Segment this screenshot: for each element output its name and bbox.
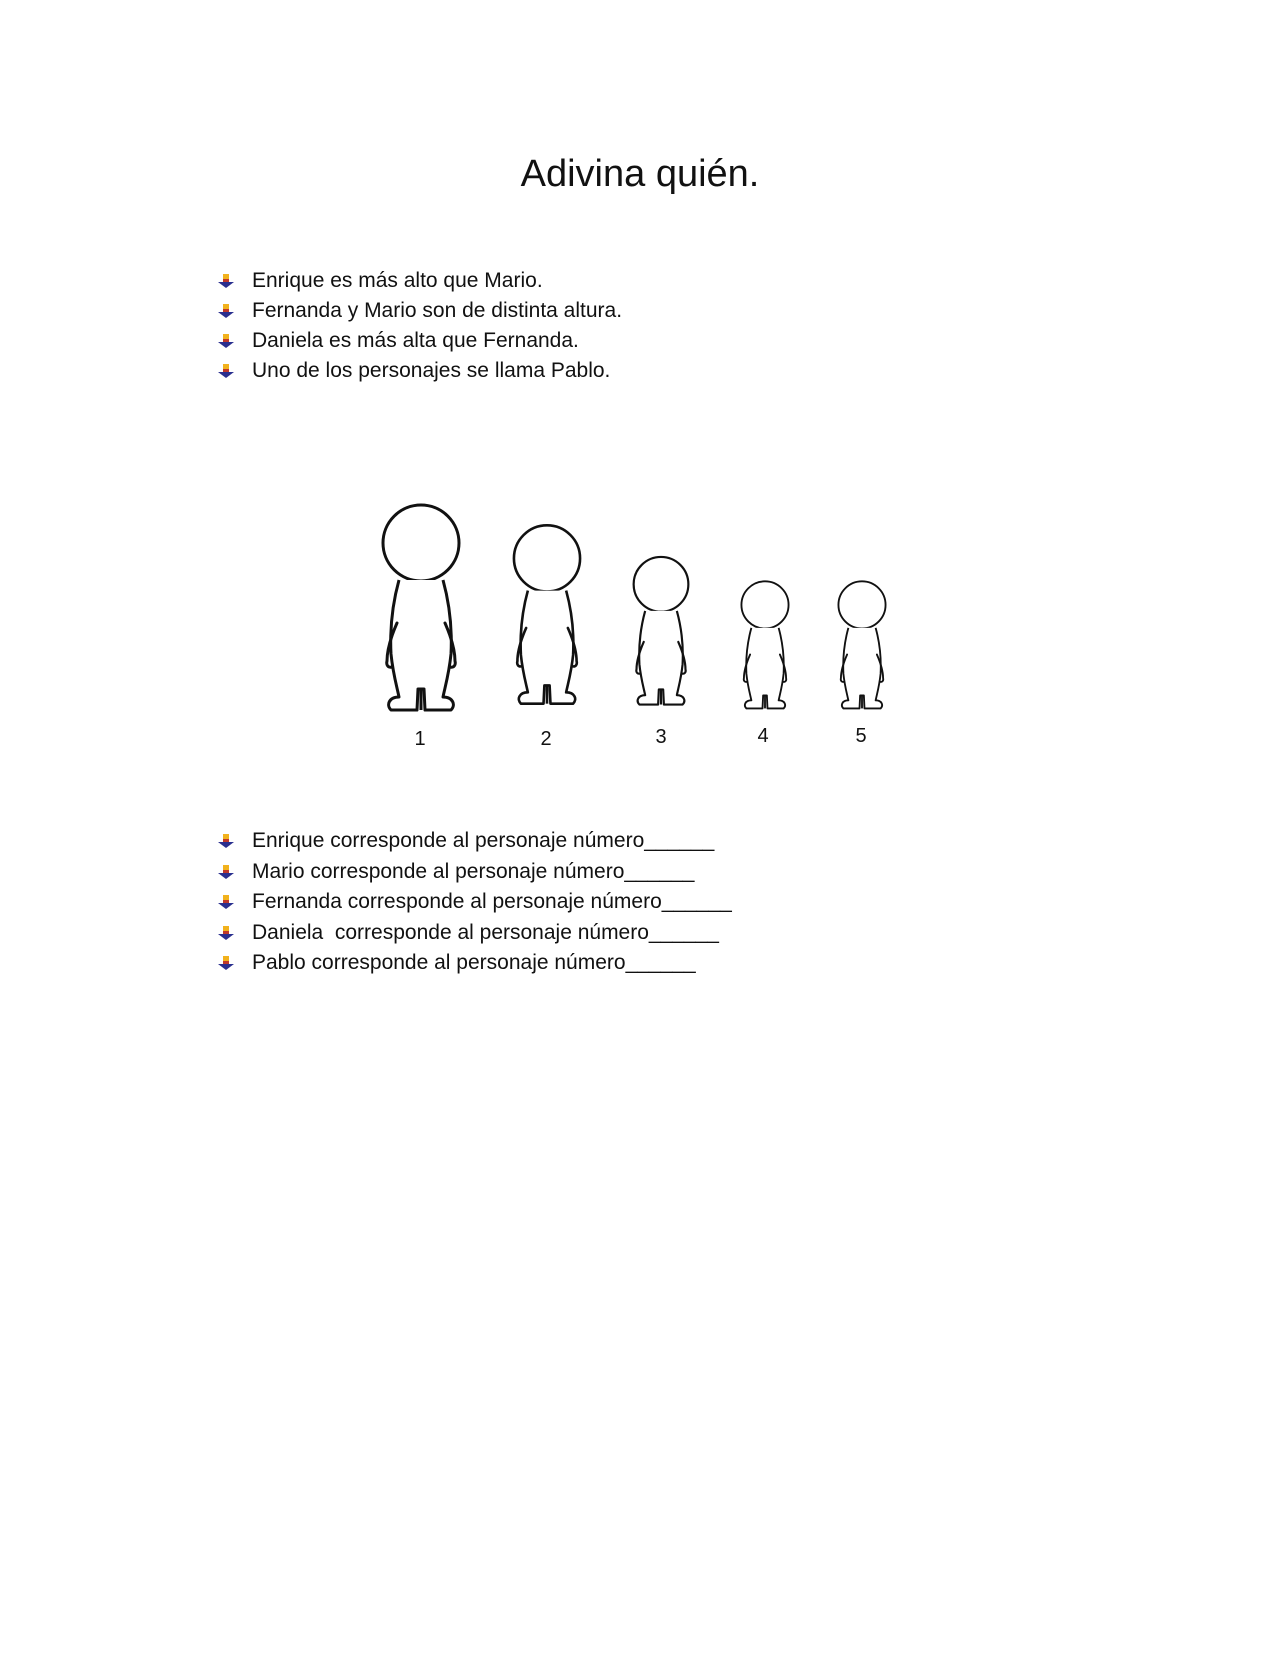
arrow-down-bullet-icon [218, 364, 234, 378]
arrow-down-bullet-icon [218, 274, 234, 288]
arrow-down-bullet-icon [218, 956, 234, 970]
list-item [218, 857, 695, 888]
figure-label: 4 [757, 725, 769, 747]
list-item [218, 356, 611, 386]
figure-3 [634, 557, 689, 705]
arrow-down-bullet-icon [218, 865, 234, 879]
figure-label: 2 [540, 728, 552, 750]
answer-text: Mario corresponde al personaje número______ [252, 859, 695, 883]
figure-label: 1 [414, 728, 426, 750]
figure-5 [838, 581, 885, 708]
arrow-down-bullet-icon [218, 334, 234, 348]
figure-label: 5 [855, 725, 867, 747]
answer-text: Enrique corresponde al personaje número______ [252, 829, 715, 852]
list-item [218, 887, 732, 918]
answer-list [218, 826, 732, 979]
arrow-down-bullet-icon [218, 304, 234, 318]
clue-text: Enrique es más alto que Mario. [252, 269, 543, 292]
answer-text: Pablo corresponde al personaje número______ [252, 951, 696, 974]
figure-2 [514, 525, 580, 703]
arrow-down-bullet-icon [218, 834, 234, 848]
list-item [218, 326, 579, 356]
clue-list [218, 266, 623, 386]
figure-1 [383, 505, 459, 710]
list-item [218, 296, 623, 326]
figure-label: 3 [655, 726, 667, 748]
clue-text: Daniela es más alta que Fernanda. [252, 329, 579, 352]
page-title: Adivina quién. [520, 153, 760, 195]
figure-4 [741, 581, 788, 708]
arrow-down-bullet-icon [218, 926, 234, 940]
list-item [218, 918, 719, 949]
list-item [218, 826, 715, 857]
clue-text: Uno de los personajes se llama Pablo. [252, 359, 611, 382]
clue-text: Fernanda y Mario son de distinta altura. [252, 299, 623, 322]
list-item [218, 266, 543, 296]
arrow-down-bullet-icon [218, 895, 234, 909]
answer-text: Daniela corresponde al personaje número______ [252, 920, 719, 944]
list-item [218, 948, 696, 979]
answer-text: Fernanda corresponde al personaje número______ [252, 890, 732, 913]
